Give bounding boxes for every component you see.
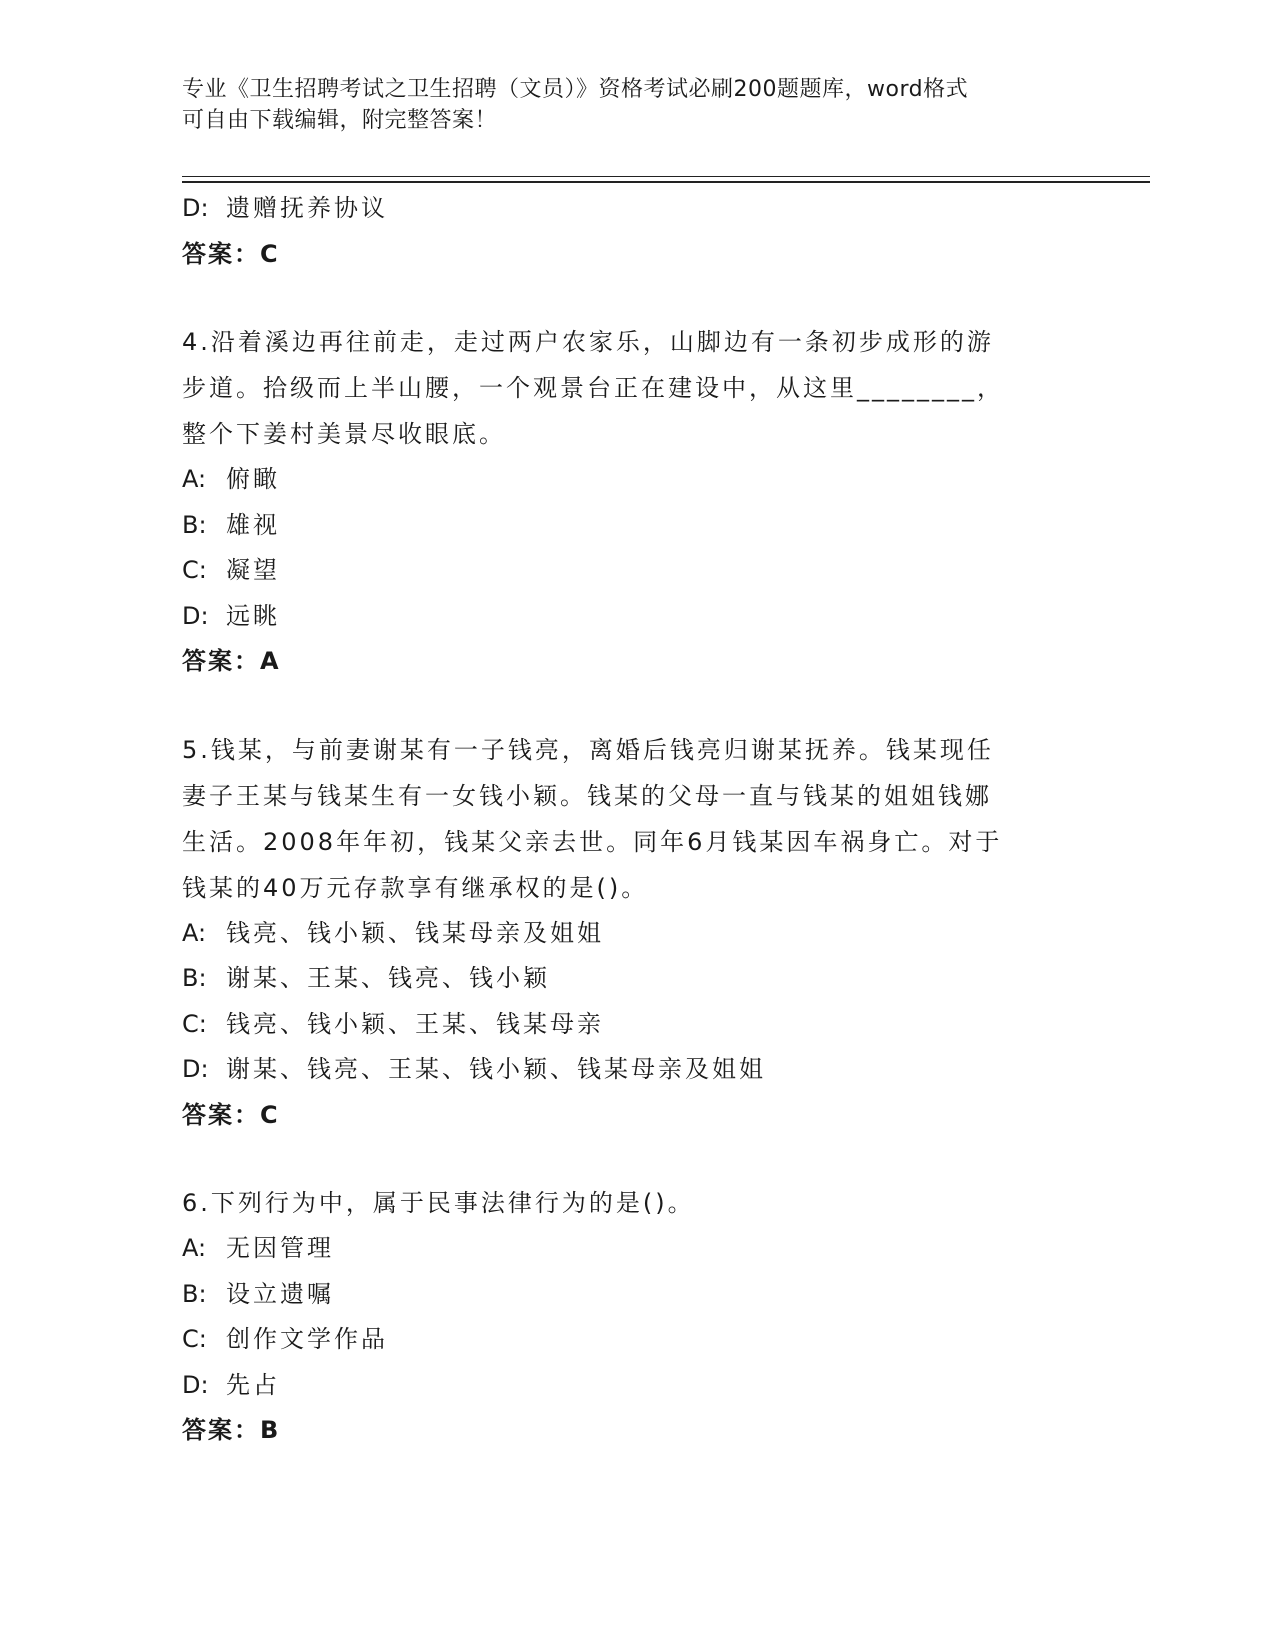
question-content (182, 186, 1082, 1454)
option-key: C: (182, 556, 207, 584)
question-stem-line: 生活。2008年年初，钱某父亲去世。同年6月钱某因车祸身亡。对于 (182, 827, 1003, 856)
answer: 答案：A (182, 647, 281, 675)
option-b (182, 1272, 1082, 1318)
question-stem-line: 妻子王某与钱某生有一女钱小颖。钱某的父母一直与钱某的姐姐钱娜 (182, 781, 992, 810)
header-rule-thin (182, 176, 1150, 177)
option-text: 谢某、王某、钱亮、钱小颖 (226, 964, 550, 992)
option-text: 先占 (226, 1370, 280, 1399)
option-text: 设立遗嘱 (226, 1279, 334, 1308)
question-6 (182, 1180, 1082, 1454)
spacer (182, 685, 1082, 727)
option-key: A: (182, 1234, 207, 1262)
option-text: 钱亮、钱小颖、王某、钱某母亲 (226, 1009, 604, 1038)
answer: 答案：C (182, 239, 280, 268)
page-header (182, 74, 1062, 136)
header-rule-thick (182, 181, 1150, 183)
option-key: D: (182, 194, 209, 222)
option-a (182, 457, 1082, 503)
option-c (182, 1317, 1082, 1363)
option-c (182, 548, 1082, 594)
header-line-1: 专业《卫生招聘考试之卫生招聘（文员）》资格考试必刷200题题库，word格式 (182, 77, 969, 102)
option-key: A: (182, 918, 207, 947)
option-text: 凝望 (226, 556, 280, 584)
option-c (182, 1002, 1082, 1048)
answer: 答案：B (182, 1416, 281, 1444)
question-stem-line: 步道。拾级而上半山腰，一个观景台正在建设中，从这里________， (182, 374, 1004, 402)
option-key: B: (182, 510, 207, 539)
option-key: D: (182, 601, 209, 630)
option-text: 钱亮、钱小颖、钱某母亲及姐姐 (226, 918, 604, 947)
question-stem-line: 5.钱某，与前妻谢某有一子钱亮，离婚后钱亮归谢某抚养。钱某现任 (182, 735, 994, 764)
option-b (182, 503, 1082, 549)
option-d (182, 1363, 1082, 1409)
question-4 (182, 319, 1082, 685)
option-key: B: (182, 964, 207, 992)
option-a (182, 911, 1082, 957)
question-stem-line: 钱某的40万元存款享有继承权的是()。 (182, 873, 649, 902)
option-text: 谢某、钱亮、王某、钱小颖、钱某母亲及姐姐 (226, 1055, 766, 1083)
question-stem-line: 4.沿着溪边再往前走，走过两户农家乐，山脚边有一条初步成形的游 (182, 328, 994, 356)
question-5 (182, 727, 1082, 1139)
question-stem-line: 6.下列行为中，属于民事法律行为的是()。 (182, 1189, 695, 1217)
option-key: D: (182, 1370, 209, 1399)
option-text: 无因管理 (226, 1234, 334, 1262)
spacer (182, 277, 1082, 319)
header-line-2: 可自由下载编辑，附完整答案！ (182, 108, 498, 133)
option-a (182, 1226, 1082, 1272)
option-d (182, 594, 1082, 640)
option-text: 创作文学作品 (226, 1325, 388, 1353)
answer: 答案：C (182, 1100, 280, 1129)
option-key: A: (182, 465, 207, 493)
option-key: C: (182, 1325, 207, 1353)
option-d (182, 1047, 1082, 1093)
question-stem-line: 整个下姜村美景尽收眼底。 (182, 420, 506, 448)
option-b (182, 956, 1082, 1002)
option-text: 远眺 (226, 601, 280, 630)
option-key: B: (182, 1279, 207, 1308)
option-key: D: (182, 1055, 209, 1083)
option-text: 雄视 (226, 510, 280, 539)
option-key: C: (182, 1009, 207, 1038)
option-text: 俯瞰 (226, 465, 280, 493)
spacer (182, 1138, 1082, 1180)
option-text: 遗赠抚养协议 (226, 194, 388, 222)
option-d (182, 186, 1082, 232)
